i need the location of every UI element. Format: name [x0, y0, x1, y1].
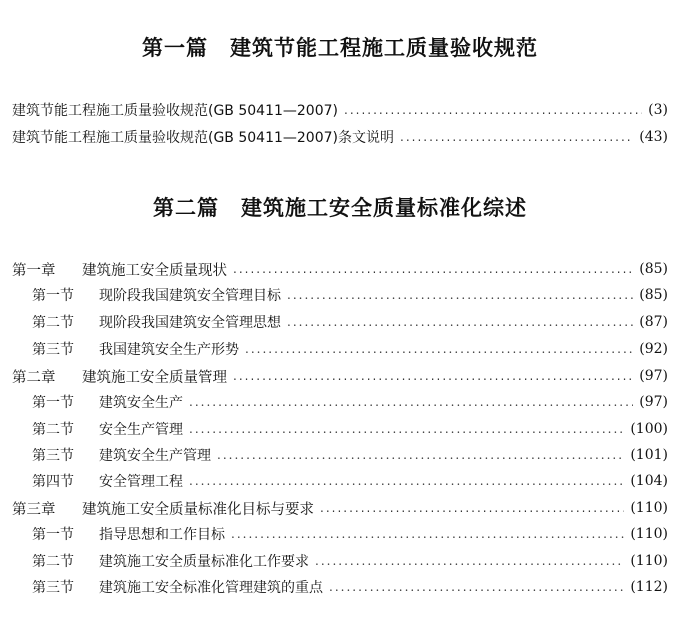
section-number: 第四节	[32, 474, 74, 490]
part-2-title: 第二篇 建筑施工安全质量标准化综述	[153, 195, 527, 220]
dot-leader	[287, 288, 633, 302]
page-number: (85)	[639, 287, 668, 303]
dot-leader	[320, 501, 624, 515]
chapter-entry[interactable]	[12, 497, 668, 519]
section-title: 安全生产管理	[99, 422, 183, 438]
section-entry[interactable]	[32, 311, 668, 333]
dot-leader	[344, 103, 642, 117]
page-number: (110)	[630, 526, 668, 542]
page-number: (110)	[630, 553, 668, 569]
section-entry[interactable]	[32, 444, 668, 466]
section-title: 我国建筑安全生产形势	[99, 342, 239, 358]
chapter-title: 建筑施工安全质量标准化目标与要求	[82, 501, 314, 518]
section-number: 第二节	[32, 554, 74, 570]
section-entry[interactable]	[32, 338, 668, 360]
section-title: 建筑施工安全质量标准化工作要求	[99, 554, 309, 570]
section-entry[interactable]	[32, 576, 668, 598]
section-number: 第三节	[32, 448, 74, 464]
page-number: (97)	[639, 394, 668, 410]
page-number: (110)	[630, 500, 668, 516]
dot-leader	[231, 527, 624, 541]
section-title: 建筑安全生产	[99, 395, 183, 411]
chapter-number: 第一章	[12, 262, 56, 279]
toc-entry[interactable]	[12, 126, 668, 148]
chapter-title: 建筑施工安全质量现状	[82, 262, 227, 279]
dot-leader	[315, 554, 624, 568]
section-title: 安全管理工程	[99, 474, 183, 490]
dot-leader	[233, 369, 633, 383]
chapter-title: 建筑施工安全质量管理	[82, 369, 227, 386]
dot-leader	[189, 395, 633, 409]
page-number: (87)	[639, 314, 668, 330]
chapter-number: 第二章	[12, 369, 56, 386]
entry-label: 建筑节能工程施工质量验收规范(GB 50411—2007)条文说明	[12, 130, 394, 146]
section-title: 现阶段我国建筑安全管理目标	[99, 288, 281, 304]
section-entry[interactable]	[32, 284, 668, 306]
section-number: 第二节	[32, 315, 74, 331]
dot-leader	[329, 580, 624, 594]
section-number: 第三节	[32, 342, 74, 358]
page-number: (92)	[639, 341, 668, 357]
page-number: (104)	[630, 473, 668, 489]
dot-leader	[233, 262, 633, 276]
page-number: (100)	[630, 421, 668, 437]
page-number: (43)	[639, 129, 668, 145]
section-entry[interactable]	[32, 418, 668, 440]
section-entry[interactable]	[32, 550, 668, 572]
section-title: 建筑施工安全标准化管理建筑的重点	[99, 580, 323, 596]
section-entry[interactable]	[32, 391, 668, 413]
section-entry[interactable]	[32, 470, 668, 492]
section-number: 第一节	[32, 527, 74, 543]
dot-leader	[400, 130, 633, 144]
dot-leader	[287, 315, 633, 329]
page-number: (85)	[639, 261, 668, 277]
section-title: 指导思想和工作目标	[99, 527, 225, 543]
chapter-entry[interactable]	[12, 365, 668, 387]
dot-leader	[189, 474, 624, 488]
chapter-number: 第三章	[12, 501, 56, 518]
section-title: 建筑安全生产管理	[99, 448, 211, 464]
section-number: 第三节	[32, 580, 74, 596]
section-title: 现阶段我国建筑安全管理思想	[99, 315, 281, 331]
section-number: 第二节	[32, 422, 74, 438]
section-number: 第一节	[32, 288, 74, 304]
dot-leader	[245, 342, 633, 356]
chapter-entry[interactable]	[12, 258, 668, 280]
page-number: (101)	[630, 447, 668, 463]
page-number: (97)	[639, 368, 668, 384]
dot-leader	[217, 448, 624, 462]
page-number: (3)	[648, 102, 668, 118]
entry-label: 建筑节能工程施工质量验收规范(GB 50411—2007)	[12, 103, 338, 119]
dot-leader	[189, 422, 624, 436]
section-number: 第一节	[32, 395, 74, 411]
section-entry[interactable]	[32, 523, 668, 545]
part-1-title: 第一篇 建筑节能工程施工质量验收规范	[142, 35, 538, 60]
toc-entry[interactable]	[12, 99, 668, 121]
page-number: (112)	[630, 579, 668, 595]
